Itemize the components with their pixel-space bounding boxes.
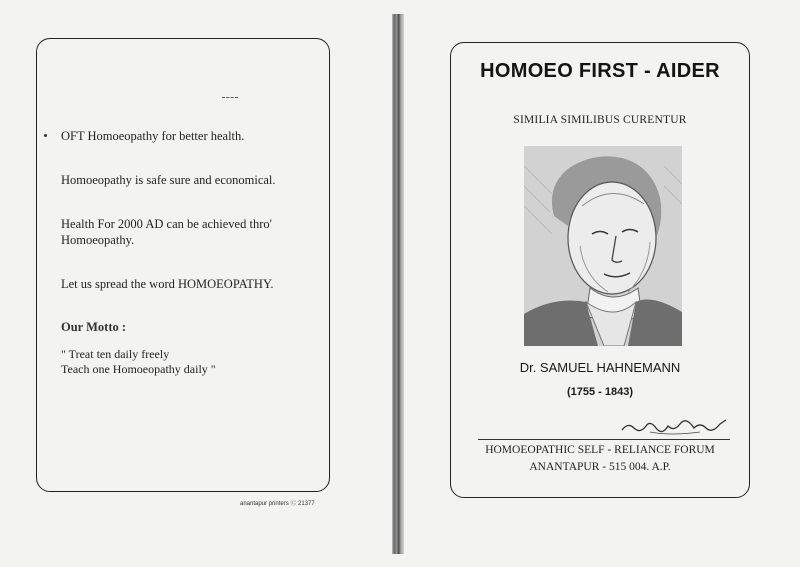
- forum-name: HOMOEOPATHIC SELF - RELIANCE FORUM: [485, 444, 715, 456]
- left-panel: [36, 38, 330, 492]
- bullet-dot: [44, 134, 47, 137]
- footer-divider: [478, 439, 730, 440]
- brochure-title: HOMOEO FIRST - AIDER: [480, 60, 720, 82]
- latin-motto: SIMILIA SIMILIBUS CURENTUR: [513, 114, 687, 126]
- motto-heading: Our Motto :: [61, 320, 127, 334]
- motto-text: " Treat ten daily freely Teach one Homoeopathy daily ": [61, 347, 216, 376]
- portrait-engraving-icon: [524, 146, 682, 346]
- safety-line: Homoeopathy is safe sure and economical.: [61, 173, 276, 187]
- health-line: OFT Homoeopathy for better health.: [61, 129, 245, 143]
- health-2000-line: Health For 2000 AD can be achieved thro' Homoeopathy.: [61, 217, 272, 247]
- spread-word-line: Let us spread the word HOMOEOPATHY.: [61, 277, 274, 291]
- forum-address: ANANTAPUR - 515 004. A.P.: [529, 461, 671, 473]
- person-name: Dr. SAMUEL HAHNEMANN: [519, 360, 681, 375]
- fold-spine: [392, 14, 404, 554]
- life-years: (1755 - 1843): [566, 386, 634, 398]
- dash-mark: [222, 97, 238, 98]
- printer-note: anantapur printers Ⓒ 21377: [240, 501, 315, 507]
